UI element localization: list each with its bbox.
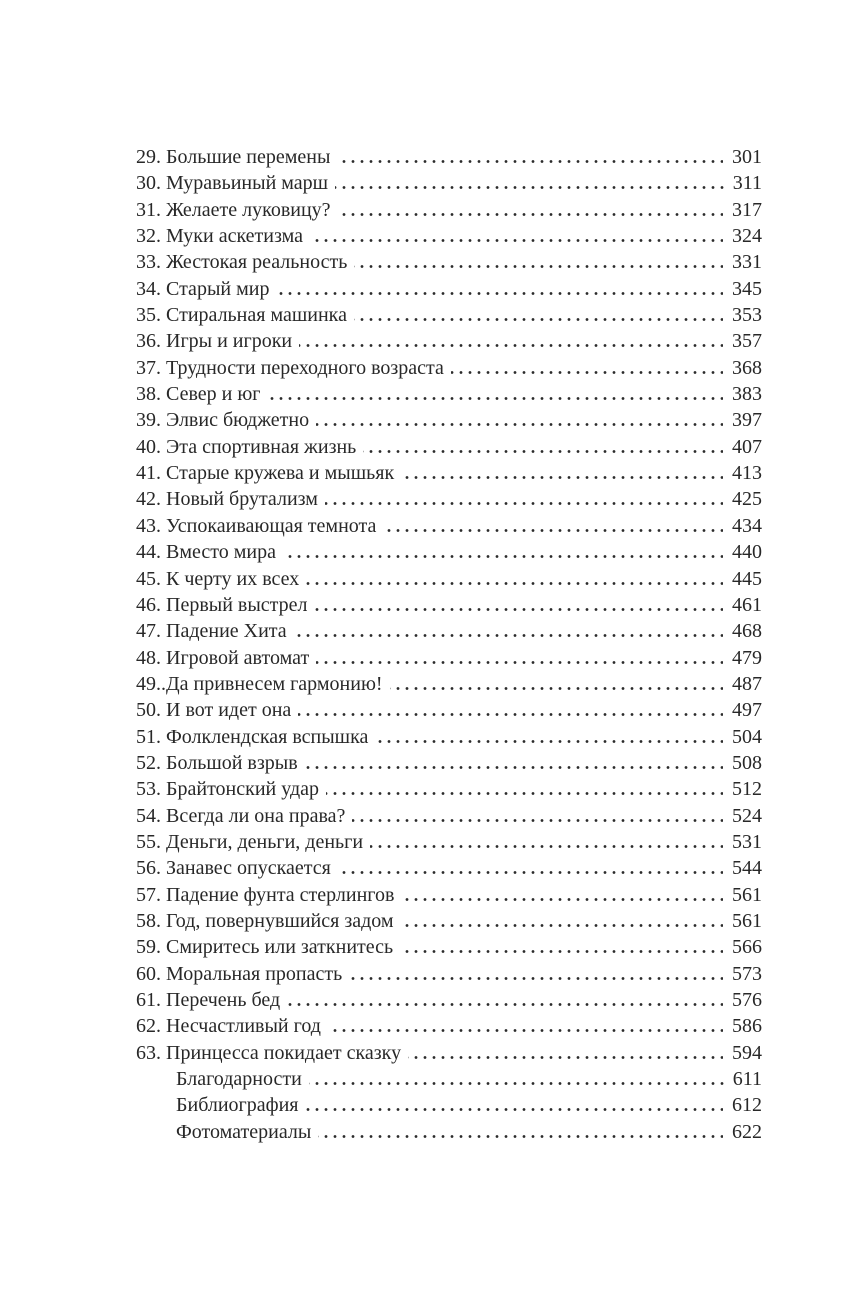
toc-entry (136, 776, 762, 802)
toc-entry (136, 1092, 762, 1118)
toc-entry-page: 461 (732, 593, 762, 616)
toc-entry-label: 52. Большой взрыв (136, 751, 298, 774)
toc-entry-label: 47. Падение Хита (136, 620, 287, 643)
toc-entry (136, 355, 762, 381)
toc-entry-label: 39. Элвис бюджетно (136, 409, 310, 432)
toc-entry (136, 1040, 762, 1066)
toc-entry (136, 513, 762, 539)
toc-entry (136, 882, 762, 908)
toc-entry-label: 57. Падение фунта стерлингов (136, 883, 395, 906)
toc-entry-page: 594 (732, 1041, 762, 1064)
toc-entry (136, 750, 762, 776)
toc-entry-label: 31. Желаете луковицу? (136, 198, 331, 221)
toc-entry-page: 497 (732, 699, 762, 722)
toc-entry (136, 223, 762, 249)
toc-entry-page: 531 (732, 830, 762, 853)
toc-entry-page: 576 (732, 989, 762, 1011)
toc-entry-label: 63. Принцесса покидает сказку (136, 1041, 402, 1064)
toc-entry-page: 468 (732, 620, 762, 643)
toc-entry-label: 58. Год, повернувшийся задом (136, 909, 394, 932)
table-of-contents (136, 144, 762, 1145)
toc-entry (136, 170, 762, 196)
toc-entry-label: 48. Игровой автомат (136, 646, 310, 669)
toc-entry-page: 561 (732, 909, 762, 932)
toc-entry-label: 42. Новый брутализм (136, 488, 318, 511)
toc-entry-label: 30. Муравьиный марш (136, 172, 329, 195)
toc-entry (136, 566, 762, 592)
toc-entry-label: 45. К черту их всех (136, 567, 300, 590)
toc-entry (136, 803, 762, 829)
toc-entry (136, 302, 762, 328)
toc-entry (136, 1119, 762, 1145)
toc-entry-page: 561 (732, 883, 762, 906)
toc-entry-page: 383 (732, 383, 762, 406)
toc-entry-page: 413 (732, 462, 762, 485)
toc-entry-label: 41. Старые кружева и мышьяк (136, 462, 395, 485)
toc-entry (136, 276, 762, 302)
toc-entry-page: 311 (732, 172, 762, 195)
toc-entry-label: Благодарности (176, 1068, 302, 1091)
toc-entry-page: 425 (732, 488, 762, 511)
toc-entry-page: 353 (732, 304, 762, 327)
toc-entry (136, 539, 762, 565)
toc-entry (136, 908, 762, 934)
toc-entry-label: 60. Моральная пропасть (136, 962, 343, 985)
toc-entry (136, 249, 762, 275)
toc-entry-label: 56. Занавес опускается (136, 857, 331, 880)
toc-entry-page: 434 (732, 514, 762, 537)
toc-entry (136, 829, 762, 855)
toc-entry (136, 486, 762, 512)
toc-entry (136, 434, 762, 460)
toc-entry (136, 645, 762, 671)
toc-entry (136, 328, 762, 354)
toc-entry-label: 44. Вместо мира (136, 541, 276, 564)
toc-entry-label: 40. Эта спортивная жизнь (136, 435, 357, 458)
toc-entry-label: 62. Несчастливый год (136, 1015, 321, 1038)
toc-entry (136, 618, 762, 644)
toc-entry-label: 49..Да привнесем гармонию! (136, 672, 383, 695)
toc-entry-page: 407 (732, 435, 762, 458)
toc-entry-label: 50. И вот идет она (136, 699, 292, 722)
toc-entry-label: 36. Игры и игроки (136, 330, 293, 353)
toc-entry-label: 29. Большие перемены (136, 146, 331, 168)
toc-entry (136, 1013, 762, 1039)
toc-entry-page: 524 (732, 804, 762, 827)
toc-entry-label: 35. Стиральная машинка (136, 304, 347, 327)
toc-entry-page: 508 (732, 751, 762, 774)
toc-entry (136, 197, 762, 223)
toc-entry-label: 32. Муки аскетизма (136, 225, 304, 248)
toc-entry-page: 479 (732, 646, 762, 669)
toc-entry-label: 33. Жестокая реальность (136, 251, 348, 274)
toc-entry-page: 612 (732, 1094, 762, 1117)
toc-entry-page: 440 (732, 541, 762, 564)
toc-entry-page: 611 (732, 1068, 762, 1091)
toc-entry-label: 59. Смиритесь или заткнитесь (136, 936, 394, 959)
toc-entry-page: 512 (732, 778, 762, 801)
toc-entry-page: 357 (732, 330, 762, 353)
toc-entry-page: 573 (732, 962, 762, 985)
toc-entry-label: 34. Старый мир (136, 277, 270, 300)
toc-entry-page: 622 (732, 1120, 762, 1143)
toc-entry (136, 697, 762, 723)
toc-entry (136, 724, 762, 750)
toc-entry-label: 46. Первый выстрел (136, 593, 308, 616)
toc-entry (136, 934, 762, 960)
toc-entry-label: 54. Всегда ли она права? (136, 804, 346, 827)
toc-entry (136, 460, 762, 486)
toc-entry-label: 55. Деньги, деньги, деньги (136, 830, 364, 853)
toc-entry-page: 345 (732, 277, 762, 300)
toc-entry-page: 368 (732, 356, 762, 379)
toc-entry-label: Фотоматериалы (176, 1120, 312, 1143)
toc-entry (136, 855, 762, 881)
toc-entry-label: 51. Фолклендская вспышка (136, 725, 369, 748)
toc-entry-label: 37. Трудности переходного возраста (136, 356, 444, 379)
toc-entry (136, 987, 762, 1013)
toc-entry-label: 53. Брайтонский удар (136, 778, 320, 801)
toc-entry-label: 43. Успокаивающая темнота (136, 514, 377, 537)
toc-entry (136, 144, 762, 170)
toc-entry-page: 301 (732, 146, 762, 168)
toc-entry-page: 487 (732, 672, 762, 695)
toc-entry-page: 317 (732, 198, 762, 221)
toc-entry (136, 961, 762, 987)
toc-entry-label: 38. Север и юг (136, 383, 261, 406)
toc-entry-page: 324 (732, 225, 762, 248)
toc-entry-label: Библиография (176, 1094, 299, 1117)
toc-entry-page: 445 (732, 567, 762, 590)
toc-entry-page: 586 (732, 1015, 762, 1038)
toc-entry (136, 1066, 762, 1092)
toc-entry-page: 504 (732, 725, 762, 748)
toc-entry-page: 566 (732, 936, 762, 959)
toc-entry-page: 544 (732, 857, 762, 880)
toc-entry (136, 407, 762, 433)
toc-entry-page: 331 (732, 251, 762, 274)
toc-entry-page: 397 (732, 409, 762, 432)
toc-entry (136, 671, 762, 697)
toc-entry (136, 592, 762, 618)
toc-entry-label: 61. Перечень бед (136, 989, 281, 1011)
toc-entry (136, 381, 762, 407)
